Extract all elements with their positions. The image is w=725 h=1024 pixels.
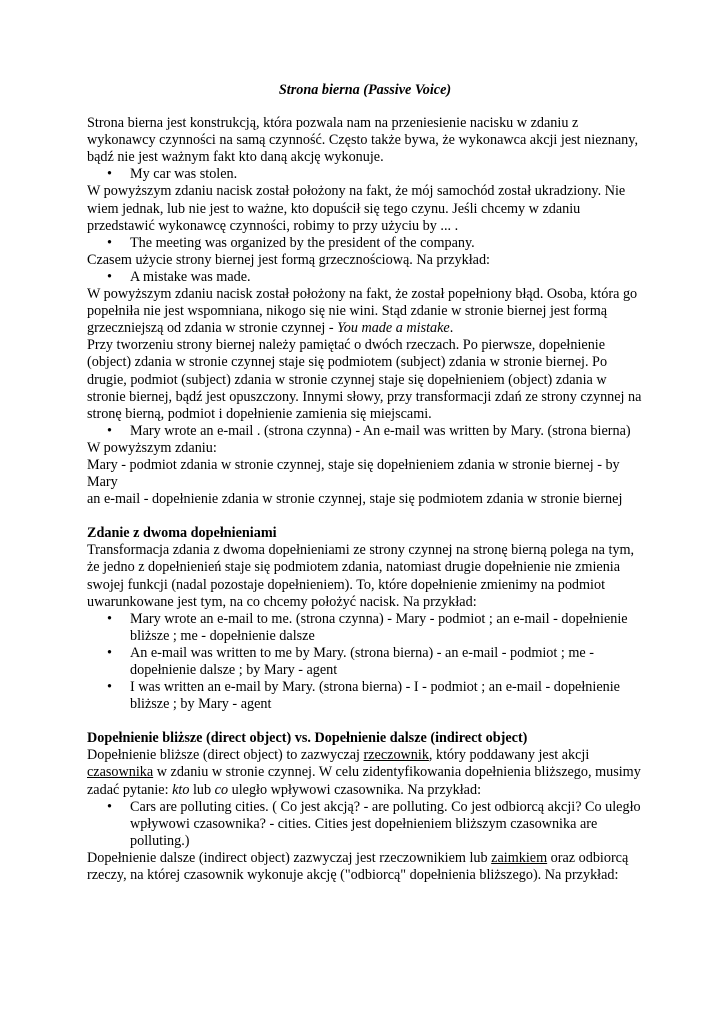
text-run: Dopełnienie bliższe (direct object) to zazwyczaj — [87, 747, 364, 764]
section-heading: Dopełnienie bliższe (direct object) vs. Dopełnienie dalsze (indirect object) — [87, 730, 528, 747]
italic-word: co — [214, 781, 229, 798]
list-item: • I was written an e-mail by Mary. (strona bierna) - I - podmiot ; an e-mail - dopełnienie bliższe ; by Mary - agent — [130, 679, 643, 713]
list-item: • Mary wrote an e-mail to me. (strona czynna) - Mary - podmiot ; an e-mail - dopełnienie bliższe ; me - dopełnienie dalsze — [130, 611, 643, 645]
document-title: Strona bierna (Passive Voice) — [278, 82, 452, 98]
text-run: w zdaniu w stronie czynnej. W celu zidentyfikowania dopełnienia bliższego, musimy zadać pytanie: — [87, 764, 641, 798]
section-heading: Zdanie z dwoma dopełnieniami — [87, 525, 277, 542]
list-item: • A mistake was made. — [130, 269, 643, 286]
bullet-list — [87, 166, 643, 183]
italic-word: kto — [172, 781, 190, 798]
text-run: W powyższym zdaniu nacisk został położony na fakt, że został popełniony błąd. Osoba, która go popełniła nie jest wspomniana, nikogo się nie wini. Stąd zdanie w stronie biernej jest formą grzeczniejszą od zdania w stronie czynnej - — [87, 286, 638, 337]
text-run: oraz odbiorcą rzeczy, na której czasownik wykonuje akcję ("odbiorcą" dopełnienia bliższego). Na przykład: — [87, 849, 629, 884]
bullet-list — [87, 799, 643, 850]
bullet-list — [87, 235, 643, 252]
paragraph: W powyższym zdaniu: — [87, 439, 217, 456]
list-item: • Cars are polluting cities. ( Co jest akcją? - are polluting. Co jest odbiorcą akcji? Co uległo wpływowi czasownika? - cities. Cities jest dopełnieniem bliższym czasownika are polluting.) — [130, 799, 643, 850]
text-run: , który poddawany jest akcji — [428, 747, 590, 764]
list-item: • The meeting was organized by the president of the company. — [130, 235, 643, 252]
list-item: • An e-mail was written to me by Mary. (strona bierna) - an e-mail - podmiot ; me - dopełnienie dalsze ; by Mary - agent — [130, 645, 643, 679]
italic-example: You made a mistake — [337, 320, 450, 337]
text-run: lub — [189, 781, 215, 798]
paragraph — [87, 747, 643, 798]
paragraph: Czasem użycie strony biernej jest formą grzecznościową. Na przykład: — [87, 251, 490, 268]
paragraph: Strona bierna jest konstrukcją, która pozwala nam na przeniesienie nacisku w zdaniu z wykonawcy czynności na samą czynność. Często także bywa, że wykonawca akcji jest nieznany, bądź nie jest ważnym fakt kto daną akcję wykonuje. — [87, 115, 638, 166]
link-rzeczownik[interactable]: rzeczownik — [363, 747, 429, 764]
list-item: • My car was stolen. — [130, 166, 643, 183]
paragraph: Mary - podmiot zdania w stronie czynnej, staje się dopełnieniem zdania w stronie biernej - by Mary — [87, 456, 620, 491]
bullet-list — [87, 611, 643, 714]
text-run: . — [449, 320, 454, 337]
paragraph: an e-mail - dopełnienie zdania w stronie czynnej, staje się podmiotem zdania w stronie biernej — [87, 491, 623, 508]
paragraph: Przy tworzeniu strony biernej należy pamiętać o dwóch rzeczach. Po pierwsze, dopełnienie (object) zdania w stronie czynnej staje się podmiotem (subject) zdania w stronie biernej. Po drugie, podmiot (subject) zdania w stronie czynnej staje się dopełnieniem (object) zdania w stronie biernej, bądź jest opuszczony. Innymi słowy, przy transformacji zdań ze strony czynnej na stronę bierną, podmiot i dopełnienie zamienia się miejscami. — [87, 337, 642, 422]
paragraph: W powyższym zdaniu nacisk został położony na fakt, że mój samochód został ukradziony. Nie wiem jednak, lub nie jest to ważne, kto dopuścił się tego czynu. Jeśli chcemy w zdaniu przedstawić wykonawcę czynności, robimy to przy użyciu by ... . — [87, 183, 626, 234]
paragraph — [87, 286, 643, 337]
list-item: • Mary wrote an e-mail . (strona czynna) - An e-mail was written by Mary. (strona bierna) — [130, 423, 643, 440]
bullet-list — [87, 423, 643, 440]
bullet-list — [87, 269, 643, 286]
document-page — [87, 82, 643, 884]
paragraph — [87, 850, 643, 884]
text-run: uległo wpływowi czasownika. Na przykład: — [228, 781, 482, 798]
paragraph: Transformacja zdania z dwoma dopełnieniami ze strony czynnej na stronę bierną polega na tym, że jedno z dopełnienień staje się podmiotem zdania, natomiast drugie dopełnienie nie zmienia swojej funkcji (nadal pozostaje dopełnieniem). To, które dopełnienie zmienimy na podmiot uwarunkowane jest tym, na co chcemy położyć nacisk. Na przykład: — [87, 542, 635, 610]
text-run: Dopełnienie dalsze (indirect object) zazwyczaj jest rzeczownikiem lub — [87, 849, 492, 866]
link-czasownika[interactable]: czasownika — [87, 764, 154, 781]
link-zaimkiem[interactable]: zaimkiem — [491, 849, 548, 866]
